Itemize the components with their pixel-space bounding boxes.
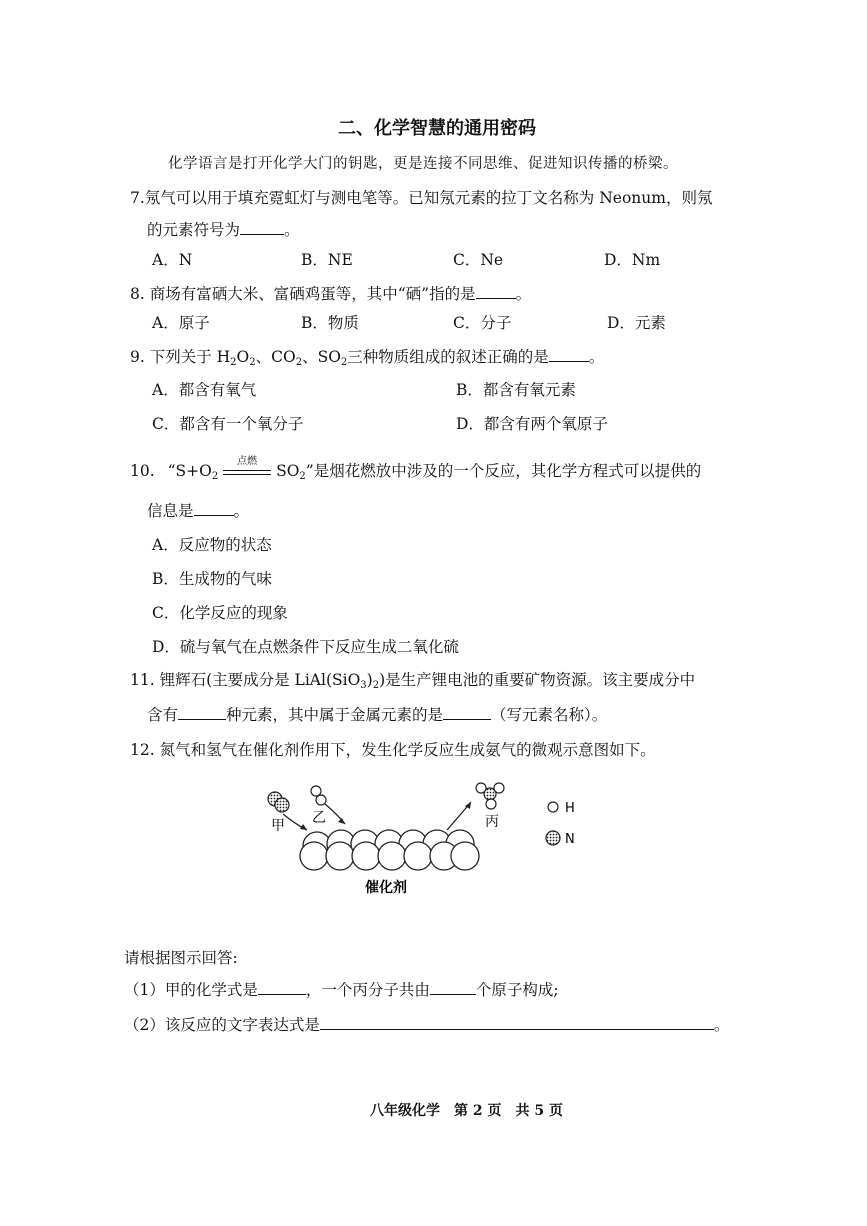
q10-end: 。 (233, 502, 250, 520)
q11-blank-metal[interactable] (443, 705, 491, 720)
q7-line2 (147, 218, 300, 240)
q10-option-a[interactable]: A．反应物的状态 (152, 536, 272, 554)
q9-sub: 2 (249, 357, 256, 368)
q10-answer-blank[interactable] (194, 501, 234, 516)
q11-sub3: 3 (360, 680, 367, 691)
q10-number: 10. (130, 462, 155, 480)
legend-n-label: N (565, 832, 575, 847)
q9-line1 (130, 345, 604, 368)
q9-text-so: 、SO (302, 348, 341, 366)
q8-option-c[interactable]: C．分子 (453, 314, 512, 332)
q8-answer-blank[interactable] (476, 284, 516, 299)
q11-blank-count[interactable] (178, 705, 226, 720)
legend-h-label: H (565, 801, 575, 816)
q9-option-c[interactable]: C．都含有一个氧分子 (152, 415, 304, 433)
q11-sub2: 2 (372, 680, 380, 691)
legend-h-icon (548, 802, 558, 812)
q12-blank-formula[interactable] (258, 980, 306, 995)
q11-text-e: （写元素名称）。 (491, 706, 608, 724)
molecule-jia-icon (268, 792, 289, 812)
q10-sub: 2 (211, 471, 219, 482)
q12-sub1-text-a: （1）甲的化学式是 (124, 981, 258, 999)
q10-line2 (147, 499, 249, 521)
q12-sub1-text-c: 个原子构成; (475, 981, 559, 999)
q12-sub1-text-b: ，一个丙分子共由 (305, 981, 430, 999)
q8-line1 (130, 282, 531, 304)
q8-text: 8. 商场有富硒大米、富硒鸡蛋等，其中“硒”指的是 (130, 285, 476, 303)
q12-prompt: 请根据图示回答: (124, 949, 238, 967)
q10-condition: 点燃 (237, 456, 258, 467)
q8-end: 。 (515, 285, 532, 303)
q9-option-b[interactable]: B．都含有氧元素 (456, 381, 576, 399)
q8-option-d[interactable]: D．元素 (607, 314, 666, 332)
q9-sub: 2 (295, 357, 303, 368)
label-yi: 乙 (312, 810, 326, 826)
q12-line1: 12. 氮气和氢气在催化剂作用下，发生化学反应生成氨气的微观示意图如下。 (130, 741, 656, 759)
q9-text-o: O (236, 348, 250, 366)
q8-option-a[interactable]: A．原子 (152, 314, 210, 332)
q12-sub2-end: 。 (713, 1016, 730, 1034)
q11-close: ) (366, 671, 373, 689)
q12-blank-expression[interactable] (320, 1015, 714, 1030)
q9-answer-blank[interactable] (549, 347, 589, 362)
q12-sub1 (124, 978, 559, 1000)
q10-line1 (130, 456, 702, 482)
q7-line1: 7.氖气可以用于填充霓虹灯与测电笔等。已知氖元素的拉丁文名称为 Neonum，则氖 (130, 189, 713, 207)
q9-text-suffix: 三种物质组成的叙述正确的是 (347, 348, 549, 366)
legend-n-icon (546, 831, 560, 845)
q10-option-c[interactable]: C．化学反应的现象 (152, 604, 288, 622)
q12-sub2-text: （2）该反应的文字表达式是 (124, 1016, 320, 1034)
q9-option-d[interactable]: D．都含有两个氧原子 (456, 415, 608, 433)
q11-line1 (130, 668, 695, 691)
q7-option-d[interactable]: D．Nm (604, 251, 661, 269)
section-title: 二、化学智慧的通用密码 (338, 118, 536, 139)
q9-option-a[interactable]: A．都含有氧气 (152, 381, 257, 399)
catalyst-diagram (255, 776, 595, 902)
page-footer: 八年级化学 第 2 页 共 5 页 (370, 1103, 563, 1119)
q9-sub: 2 (230, 357, 237, 368)
q7-option-b[interactable]: B．NE (301, 251, 353, 269)
catalyst-surface (300, 830, 479, 870)
label-bing: 丙 (485, 814, 499, 830)
q11-line2 (147, 703, 607, 725)
q10-option-d[interactable]: D．硫与氧气在点燃条件下反应生成二氧化硫 (152, 638, 459, 656)
q11-text-a: 11. 锂辉石(主要成分是 LiAl(SiO (130, 671, 361, 689)
q12-blank-atoms[interactable] (430, 980, 476, 995)
q8-option-b[interactable]: B．物质 (301, 314, 359, 332)
q9-text-co: 、CO (255, 348, 296, 366)
molecule-yi-icon (311, 786, 326, 805)
q7-option-a[interactable]: A．N (152, 251, 193, 269)
q10-text2: 信息是 (147, 502, 194, 520)
q9-sub: 2 (340, 357, 348, 368)
label-jia: 甲 (271, 818, 285, 834)
q10-text: ”是烟花燃放中涉及的一个反应，其化学方程式可以提供的 (305, 462, 702, 480)
q9-end: 。 (588, 348, 605, 366)
q10-sub: 2 (299, 471, 306, 482)
catalyst-label: 催化剂 (365, 880, 407, 896)
q11-text-c: 含有 (147, 706, 179, 724)
q9-text-prefix: 9. 下列关于 H (130, 348, 231, 366)
q7-option-c[interactable]: C．Ne (453, 251, 504, 269)
q11-text-d: 种元素，其中属于金属元素的是 (226, 706, 444, 724)
molecule-bing-icon (476, 783, 504, 809)
q10-eq-left: “S+O (167, 462, 212, 480)
q10-option-b[interactable]: B．生成物的气味 (152, 570, 272, 588)
q12-sub2 (124, 1013, 729, 1035)
section-intro: 化学语言是打开化学大门的钥匙，更是连接不同思维、促进知识传播的桥梁。 (168, 156, 678, 172)
q7-text: 的元素符号为 (147, 221, 241, 239)
q11-text-b: )是生产锂电池的重要矿物资源。该主要成分中 (379, 671, 696, 689)
q10-eq-right: SO (276, 462, 300, 480)
q7-end: 。 (284, 221, 300, 239)
q10-equation-arrow (223, 456, 271, 479)
q7-answer-blank[interactable] (240, 220, 284, 235)
